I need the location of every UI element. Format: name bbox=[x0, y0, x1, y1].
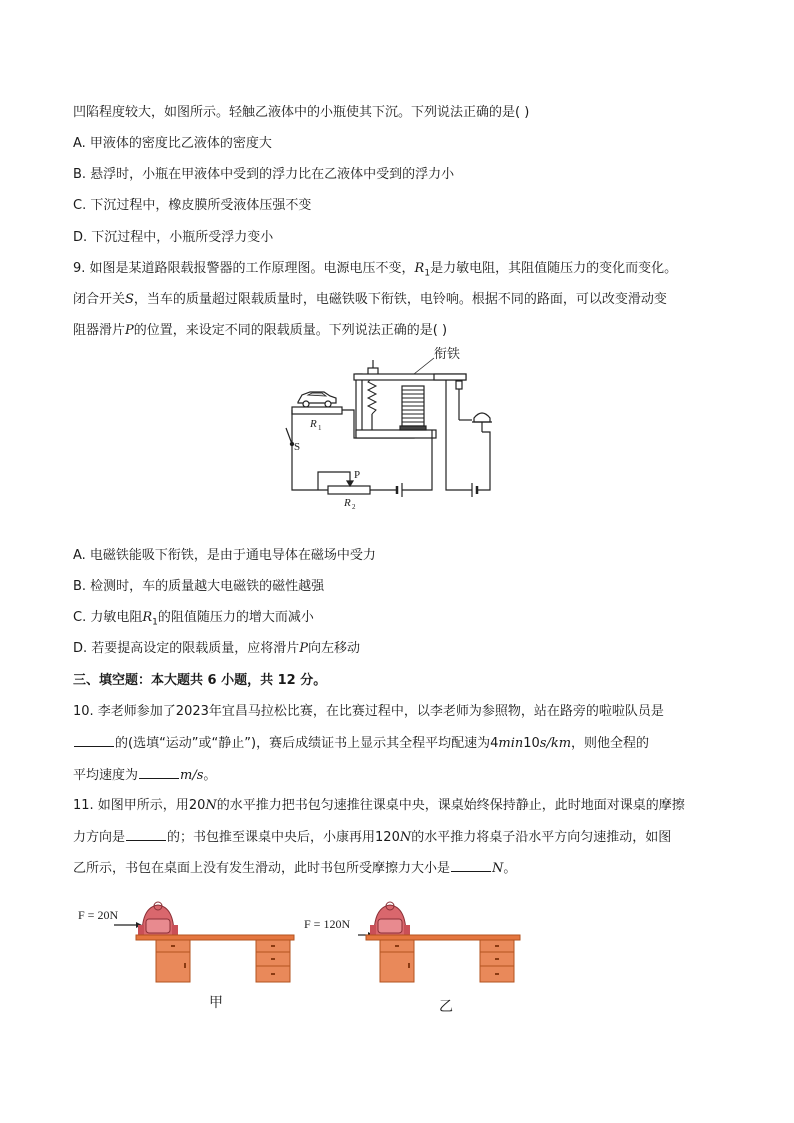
q11-num: 120 bbox=[375, 830, 400, 845]
q11-line3 bbox=[73, 859, 516, 878]
q9-var-p: P bbox=[299, 641, 309, 656]
q9-var-s: S bbox=[125, 292, 134, 307]
q9-text: 是力敏电阻，其阻值随压力的变化而变化。 bbox=[430, 261, 678, 276]
q9-circuit-diagram bbox=[284, 340, 504, 515]
magnet-base bbox=[356, 430, 436, 438]
q10-math: 4 bbox=[490, 736, 499, 751]
q9-text: 9. 如图是某道路限载报警器的工作原理图。电源电压不变， bbox=[73, 261, 415, 276]
q11-text: 的水平推力将桌子沿水平方向匀速推动，如图 bbox=[411, 830, 672, 845]
answer-blank[interactable] bbox=[139, 766, 179, 779]
q10-math: s/km bbox=[539, 736, 572, 751]
q10-line1: 10. 李老师参加了2023年宜昌马拉松比赛，在比赛过程中，以李老师为参照物，站在路旁的啦啦队员是 bbox=[73, 704, 664, 719]
q10-unit: m/s bbox=[180, 768, 204, 783]
q9-option-d bbox=[73, 640, 360, 658]
q10-line3 bbox=[73, 766, 216, 785]
q8-option-c: C. 下沉过程中，橡皮膜所受液体压强不变 bbox=[73, 198, 312, 213]
r2-rheostat bbox=[328, 486, 370, 494]
q11-line1 bbox=[73, 797, 685, 815]
q11-text: 11. 如图甲所示，用 bbox=[73, 798, 189, 813]
r1-label: R bbox=[310, 418, 317, 430]
armature-label: 衔铁 bbox=[434, 346, 461, 361]
q10-text: 平均速度为 bbox=[73, 768, 139, 783]
slider-label: P bbox=[354, 469, 361, 481]
q11-unit: N bbox=[205, 798, 217, 813]
q9-stem-line3 bbox=[73, 322, 447, 340]
q9-var-sub: 1 bbox=[152, 617, 158, 628]
q11-text: 的水平推力把书包匀速推往课桌中央，课桌始终保持静止，此时地面对课桌的摩擦 bbox=[216, 798, 685, 813]
q11-text: 。 bbox=[503, 861, 517, 876]
q11-figure-jia bbox=[78, 895, 298, 990]
q9-text: 向左移动 bbox=[308, 641, 361, 656]
q9-var-r: R bbox=[414, 261, 425, 276]
answer-blank[interactable] bbox=[126, 828, 166, 841]
q9-option-c bbox=[73, 609, 314, 632]
q11-text: 的；书包推至课桌中央后，小康再用 bbox=[167, 830, 376, 845]
q9-var-p: P bbox=[125, 323, 134, 338]
q9-text: 的位置，来设定不同的限载质量。下列说法正确的是( ) bbox=[133, 323, 448, 338]
q9-text: 阻器滑片 bbox=[73, 323, 126, 338]
backpack-icon bbox=[370, 902, 410, 935]
q9-text: 的阻值随压力的增大而减小 bbox=[157, 610, 314, 625]
figure-caption-yi: 乙 bbox=[439, 999, 453, 1015]
desk-top bbox=[136, 935, 294, 940]
q10-math: min bbox=[498, 736, 524, 751]
q9-text: D. 若要提高设定的限载质量，应将滑片 bbox=[73, 641, 300, 656]
r2-label: R bbox=[344, 497, 351, 509]
q10-text: ，则他全程的 bbox=[571, 736, 650, 751]
r2-sub: 2 bbox=[352, 503, 356, 511]
desk-top bbox=[366, 935, 520, 940]
answer-blank[interactable] bbox=[74, 734, 114, 747]
switch-s bbox=[286, 428, 292, 444]
spring bbox=[368, 378, 376, 414]
q9-option-a: A. 电磁铁能吸下衔铁，是由于通电导体在磁场中受力 bbox=[73, 548, 376, 563]
backpack-icon bbox=[138, 902, 178, 935]
q9-text: ，当车的质量超过限载质量时，电磁铁吸下衔铁，电铃响。根据不同的路面，可以改变滑动变 bbox=[133, 292, 667, 307]
q9-text: C. 力敏电阻 bbox=[73, 610, 143, 625]
q10-line2 bbox=[73, 734, 649, 753]
q9-text: 闭合开关 bbox=[73, 292, 126, 307]
q8-option-b: B. 悬浮时，小瓶在甲液体中受到的浮力比在乙液体中受到的浮力小 bbox=[73, 167, 455, 182]
q9-stem-line2 bbox=[73, 291, 667, 309]
q11-text: 力方向是 bbox=[73, 830, 126, 845]
q11-figure-yi bbox=[304, 895, 526, 990]
magnet-post bbox=[356, 374, 362, 436]
q10-math: 10 bbox=[523, 736, 540, 751]
force-label: F = 120N bbox=[304, 917, 351, 931]
q8-option-d: D. 下沉过程中，小瓶所受浮力变小 bbox=[73, 230, 274, 245]
bell-icon bbox=[474, 413, 490, 422]
q11-line2 bbox=[73, 828, 671, 847]
q10-text: 的(选填“运动”或“静止”)，赛后成绩证书上显示其全程平均配速为 bbox=[115, 736, 491, 751]
q9-stem-line1 bbox=[73, 260, 677, 283]
q8-option-a: A. 甲液体的密度比乙液体的密度大 bbox=[73, 136, 272, 151]
q11-text: 乙所示，书包在桌面上没有发生滑动，此时书包所受摩擦力大小是 bbox=[73, 861, 451, 876]
q9-var-r: R bbox=[142, 610, 153, 625]
q11-unit: N bbox=[399, 830, 412, 845]
section-title: 三、填空题：本大题共 6 小题，共 12 分。 bbox=[73, 673, 327, 688]
q9-var-sub: 1 bbox=[424, 268, 431, 279]
switch-label: S bbox=[294, 441, 301, 453]
figure-caption-jia: 甲 bbox=[209, 995, 223, 1011]
q8-stem-tail: 凹陷程度较大，如图所示。轻触乙液体中的小瓶使其下沉。下列说法正确的是( ) bbox=[73, 105, 530, 120]
q11-unit: N bbox=[492, 861, 504, 876]
r1-sub: 1 bbox=[318, 424, 322, 432]
q9-option-b: B. 检测时，车的质量越大电磁铁的磁性越强 bbox=[73, 579, 325, 594]
force-label: F = 20N bbox=[78, 908, 119, 922]
q10-text: 。 bbox=[203, 768, 217, 783]
car-icon bbox=[298, 392, 336, 407]
right-wire bbox=[402, 430, 432, 490]
answer-blank[interactable] bbox=[451, 859, 491, 872]
q11-num: 20 bbox=[188, 798, 206, 813]
r1-resistor bbox=[292, 407, 342, 414]
